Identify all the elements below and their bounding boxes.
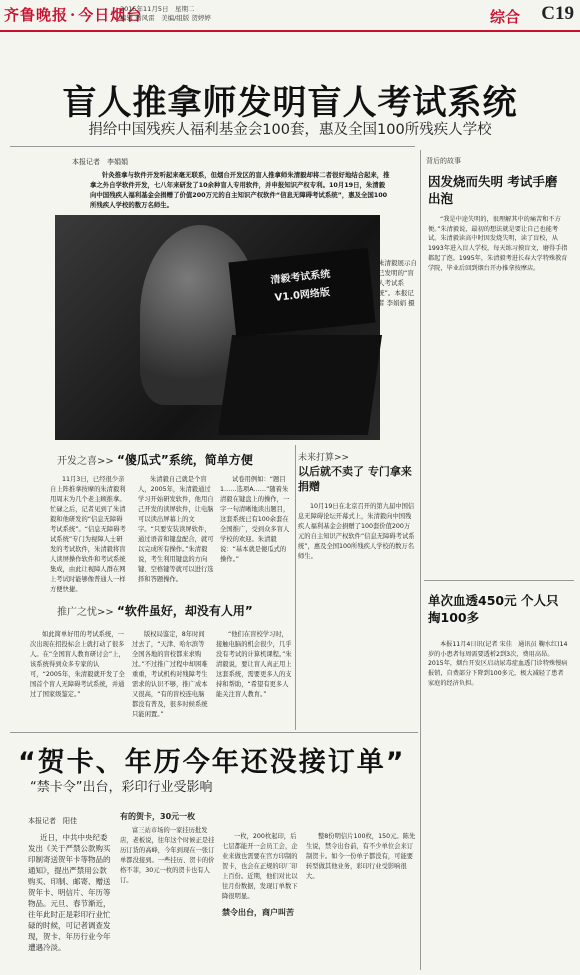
logo-subtitle: 今日烟台 xyxy=(78,6,143,24)
logo-text: 齐鲁晚报 xyxy=(4,6,69,24)
sidebar-text-2 xyxy=(428,640,568,970)
sidebar-headline: 因发烧而失明 考试手磨出泡 xyxy=(428,174,558,206)
section-header xyxy=(57,602,253,619)
article-column xyxy=(222,832,300,972)
column-text: 朱清毅自己就是个盲人，2005年，朱清毅通过学习开始研发软件，他用自己开发的读屏软件，让电脑可以读出屏幕上的文字。“只要安装读屏软件，通过语音和键盘配合，就可以完成所有操作。”朱清毅说，考生利用键盘的方向键、空格键等就可以进行选择和答题操作。 xyxy=(138,476,214,583)
column-text: 11月3日，已经很少亲自上阵推拿按摩的朱清毅利用周末为几个老主顾推拿。忙碌之后，记者见到了朱清毅和他研发的“信息无障碍考试系统”。“信息无障碍考试系统”专门为视障人士研发的考试软件，朱清毅将盲人读屏操作软件和考试系统集成，由此让视障人群在网上考试时能够像普通人一样方便快捷。 xyxy=(50,476,126,593)
article-column xyxy=(220,475,292,585)
article-column xyxy=(306,832,416,972)
lead-text: 针灸推拿与软件开发听起来毫无联系，但烟台开发区的盲人推拿师朱清毅却将二者很好地结合起来，推拿之外自学软件开发，七八年来研发了10余种盲人专用软件，并申报知识产权专利。10月19日，朱清毅向中国残疾人福利基金会捐赠了价值200万元的自主知识产权软件“信息无障碍考试系统”，惠及全国100所残疾人学校的数万名师生。 xyxy=(90,171,390,209)
lead-paragraph xyxy=(90,170,390,210)
newspaper-logo: 齐鲁晚报 · 今日烟台 xyxy=(4,6,143,24)
column-text: 一枚，200枚起印，后七层都能开一会员工会，企业来做也需要在官方印制的贺卡，也会在正规的印厂印上百份。近期，他们对比以往月份数据，发现订单数下降很明显。 xyxy=(222,833,298,900)
lead-photo xyxy=(55,215,380,440)
article-column xyxy=(216,630,292,730)
column-subhead: 有的贺卡，30元一枚 xyxy=(120,812,196,821)
column-text: 如此简单好用的考试系统，一次出现在招投标会上就打动了很多人。在“全国盲人教育研讨会”上，该系统得到众多专家的认可，“2005年，朱清毅就开发了全国首个盲人无障碍考试系统，并通过了国家级鉴定。” xyxy=(30,631,125,698)
bottom-byline: 本报记者 阳佳 xyxy=(28,817,77,825)
section-header xyxy=(57,451,253,468)
article-column xyxy=(138,475,214,585)
column-text: 富三站市场的一家挂历批发店，老板说，往年这个时候正是挂历订货的高峰，今年到现在一张订单都没接到。一些挂历、贺卡的价格不菲，30元一枚的贺卡也有人订。 xyxy=(120,827,215,884)
article-column xyxy=(50,475,128,593)
sidebar-text xyxy=(428,215,568,575)
column-text: 10月19日在北京召开的第九届中国信息无障碍论坛开幕式上，朱清毅向中国残疾人福利基金会捐赠了100套价值200万元的自主知识产权软件“信息无障碍考试系统”，惠及全国100所残疾人学校的数万名师生。 xyxy=(298,503,415,560)
issue-editors: 编辑 潘风雷 美编/组版 贺婷婷 xyxy=(120,14,211,22)
page-number: C19 xyxy=(541,3,574,24)
article-column xyxy=(30,630,125,730)
divider xyxy=(10,732,418,733)
sidebar-paragraph: 本报11月4日讯(记者 宋佳 通讯员 鞠水红)14岁的小患者每周需要透析2到3次，费用高昂。2015年，烟台开发区启动尿毒症血透门诊特殊慢病报销，自费部分下降到100多元，极大减轻了患者家庭的经济负担。 xyxy=(428,641,568,687)
lead-byline: 本报记者 李娟娟 xyxy=(72,158,128,166)
issue-date: 2015年11月5日 星期二 xyxy=(120,5,195,13)
article-column xyxy=(298,502,416,730)
section-title: “软件虽好，却没有人用” xyxy=(116,604,253,618)
lead-headline: 盲人推拿师发明盲人考试系统 xyxy=(62,83,518,123)
column-text: 整8份明信片100枚，150元。陈先生说，禁令出台前，有不少单位会来订制贺卡。如今一份单子都没有，可能要转型做其他业务，彩印行业受影响很大。 xyxy=(306,833,416,880)
screen-version: V1.0网络版 xyxy=(274,287,331,304)
column-text: 版权局鉴定，8年时间过去了，“天津、哈尔滨等全国各地的盲校都来求购过。”不过推广过程中却困难重重，考试机构对残障考生需求的认识不够，推广成本又很高，“有的盲校连电脑都没有普及，很多时候系统只能闲置。” xyxy=(132,631,208,718)
section-tag: 推广之忧>> xyxy=(57,607,114,618)
column-text: 试卷用例如：“题目1……选项A……”随着朱清毅在键盘上的操作，一字一句清晰地读出题目，这套系统已有100余套在全国推广，受到众多盲人学校的欢迎。朱清毅说：“基本就是傻瓜式的操作。” xyxy=(220,476,290,563)
sidebar-divider xyxy=(420,150,421,970)
sidebar-headline-2: 单次血透450元 个人只掏100多 xyxy=(428,593,559,625)
column-divider xyxy=(295,445,296,730)
masthead xyxy=(0,0,580,32)
section-tag: 未来打算>> xyxy=(298,453,350,463)
bottom-subheadline: “禁卡令”出台，彩印行业受影响 xyxy=(30,780,213,795)
sidebar-tag: 背后的故事 xyxy=(426,157,461,165)
section-tag: 开发之喜>> xyxy=(57,456,114,467)
column-text: 近日，中共中央纪委发出《关于严禁公款购买印制寄送贺年卡等物品的通知》，提出严禁用公款购买、印制、邮寄、赠送贺年卡、明信片、年历等物品。元旦、春节渐近，往年此时正是彩印行业忙碌的时候，可记者调查发现，贺卡、年历行业今年遭遇冷淡。 xyxy=(28,833,111,952)
bottom-headline: “贺卡、年历今年还没接订单” xyxy=(18,747,406,778)
article-column xyxy=(132,630,210,730)
sidebar-paragraph: “我是中途失明的，很理解其中的痛苦和不方便。”朱清毅说，最初的想法就是要让自己也能考试。朱清毅读高中时因发烧失明，读了盲校，从1993年进入盲人学校，每天练习摸盲文，磨得手指都起了泡。1995年，朱清毅考进长春大学特殊教育学院，毕业后回到烟台开办推拿按摩店。 xyxy=(428,216,568,272)
photo-laptop-figure xyxy=(218,335,382,435)
divider xyxy=(10,146,415,147)
section-title: 以后就不卖了 专门拿来捐赠 xyxy=(298,465,412,493)
article-column xyxy=(28,832,113,972)
column-text: “他们在盲校学习时，接触电脑的机会很少，几乎没有考试的计算机课程。”朱清毅说，要让盲人真正用上这套系统，需要更多人的支持和帮助，“希望有更多人能关注盲人教育。” xyxy=(216,631,292,698)
divider xyxy=(424,580,574,581)
section-title: “傻瓜式”系统，简单方便 xyxy=(116,453,253,467)
column-subhead: 禁令出台，商户叫苦 xyxy=(222,908,294,917)
section-name: 综合 xyxy=(489,8,520,26)
photo-caption: 朱清毅展示自己发明的“盲人考试系统”。本报记者 李娟娟 摄 xyxy=(378,259,417,307)
laptop-screen xyxy=(228,248,375,337)
lead-subheadline: 捐给中国残疾人福利基金会100套，惠及全国100所残疾人学校 xyxy=(88,122,492,138)
screen-title: 清毅考试系统 xyxy=(270,268,331,287)
article-column xyxy=(120,812,216,972)
issue-info xyxy=(120,5,211,23)
